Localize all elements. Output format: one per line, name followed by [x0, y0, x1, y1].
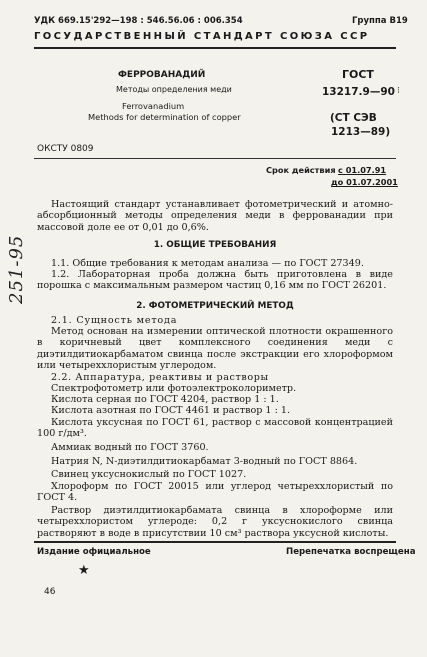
udk-code: УДК 669.15'292—198 : 546.56.06 : 006.354	[34, 16, 243, 26]
reagent-item: Натрия N, N-диэтилдитиокарбамат 3-водный по ГОСТ 8864.	[51, 456, 358, 467]
doc-title-en: Ferrovanadium	[122, 101, 185, 111]
official-edition: Издание официальное	[37, 547, 151, 557]
gost-label: ГОСТ	[342, 68, 374, 81]
doc-title: ФЕРРОВАНАДИЙ	[118, 70, 206, 80]
star-icon: ★	[78, 563, 90, 578]
section2-sub1: 2.1. Сущность метода	[51, 315, 178, 326]
reagent-item: Аммиак водный по ГОСТ 3760.	[51, 442, 209, 453]
footer-rule	[34, 541, 396, 543]
validity-from: с 01.07.91	[338, 165, 387, 175]
okstu-code: ОКСТУ 0809	[37, 144, 94, 154]
doc-subtitle: Методы определения меди	[116, 85, 232, 94]
doc-subtitle-en: Methods for determination of copper	[88, 112, 241, 122]
reagent-item: Свинец уксуснокислый по ГОСТ 1027.	[51, 469, 247, 480]
handwritten-margin-note: 251-95	[6, 234, 27, 304]
section2-sub2: 2.2. Аппаратура, реактивы и растворы	[51, 372, 269, 383]
header-rule	[34, 47, 396, 49]
intro-paragraph: Настоящий стандарт устанавливает фотометрический и атомно-абсорбционный методы определения меди в феррованадии при массовой доле ее от 0,01 до 0,6%.	[37, 199, 393, 233]
reprint-prohibited: Перепечатка воспрещена	[286, 547, 416, 557]
section1-p2: 1.2. Лабораторная проба должна быть приготовлена в виде порошка с максимальным размером частиц 0,16 мм по ГОСТ 26201.	[37, 269, 393, 292]
reagent-item: Хлороформ по ГОСТ 20015 или углерод четыреххлористый по ГОСТ 4.	[37, 481, 393, 504]
essence-paragraph: Метод основан на измерении оптической плотности окрашенного в коричневый цвет комплексного соединения меди с диэтилдитиокарбаматом свинца после экстракции его хлороформом или четыреххлористым углеродом.	[37, 326, 393, 371]
page-number: 46	[44, 587, 56, 597]
st-sev-line2: 1213—89)	[331, 126, 391, 138]
group-code: Группа В19	[352, 16, 408, 26]
validity-label: Срок действия	[266, 165, 336, 175]
gost-number: 13217.9—90	[322, 86, 395, 98]
reagent-item: Раствор диэтилдитиокарбамата свинца в хлороформе или четыреххлористом углероде: 0,2 г уксуснокислого свинца растворяют в воде в присутствии 10 см³ раствора уксусной кислоты.	[37, 505, 393, 539]
validity-to: до 01.07.2001	[331, 177, 398, 187]
reagent-item: Кислота серная по ГОСТ 4204, раствор 1 : 1.	[51, 394, 279, 405]
reagent-item: Спектрофотометр или фотоэлектроколориметр.	[51, 383, 297, 394]
margin-mark: ⁝	[397, 86, 400, 96]
section1-heading: 1. ОБЩИЕ ТРЕБОВАНИЯ	[153, 240, 277, 250]
st-sev-line1: (СТ СЭВ	[330, 112, 377, 124]
section2-heading: 2. ФОТОМЕТРИЧЕСКИЙ МЕТОД	[136, 301, 294, 311]
standard-title: ГОСУДАРСТВЕННЫЙ СТАНДАРТ СОЮЗА ССР	[34, 31, 370, 42]
reagent-item: Кислота уксусная по ГОСТ 61, раствор с массовой концентрацией 100 г/дм³.	[37, 417, 393, 440]
reagent-item: Кислота азотная по ГОСТ 4461 и раствор 1 : 1.	[51, 405, 291, 416]
section1-p1: 1.1. Общие требования к методам анализа — по ГОСТ 27349.	[51, 258, 364, 269]
title-rule	[34, 158, 396, 159]
